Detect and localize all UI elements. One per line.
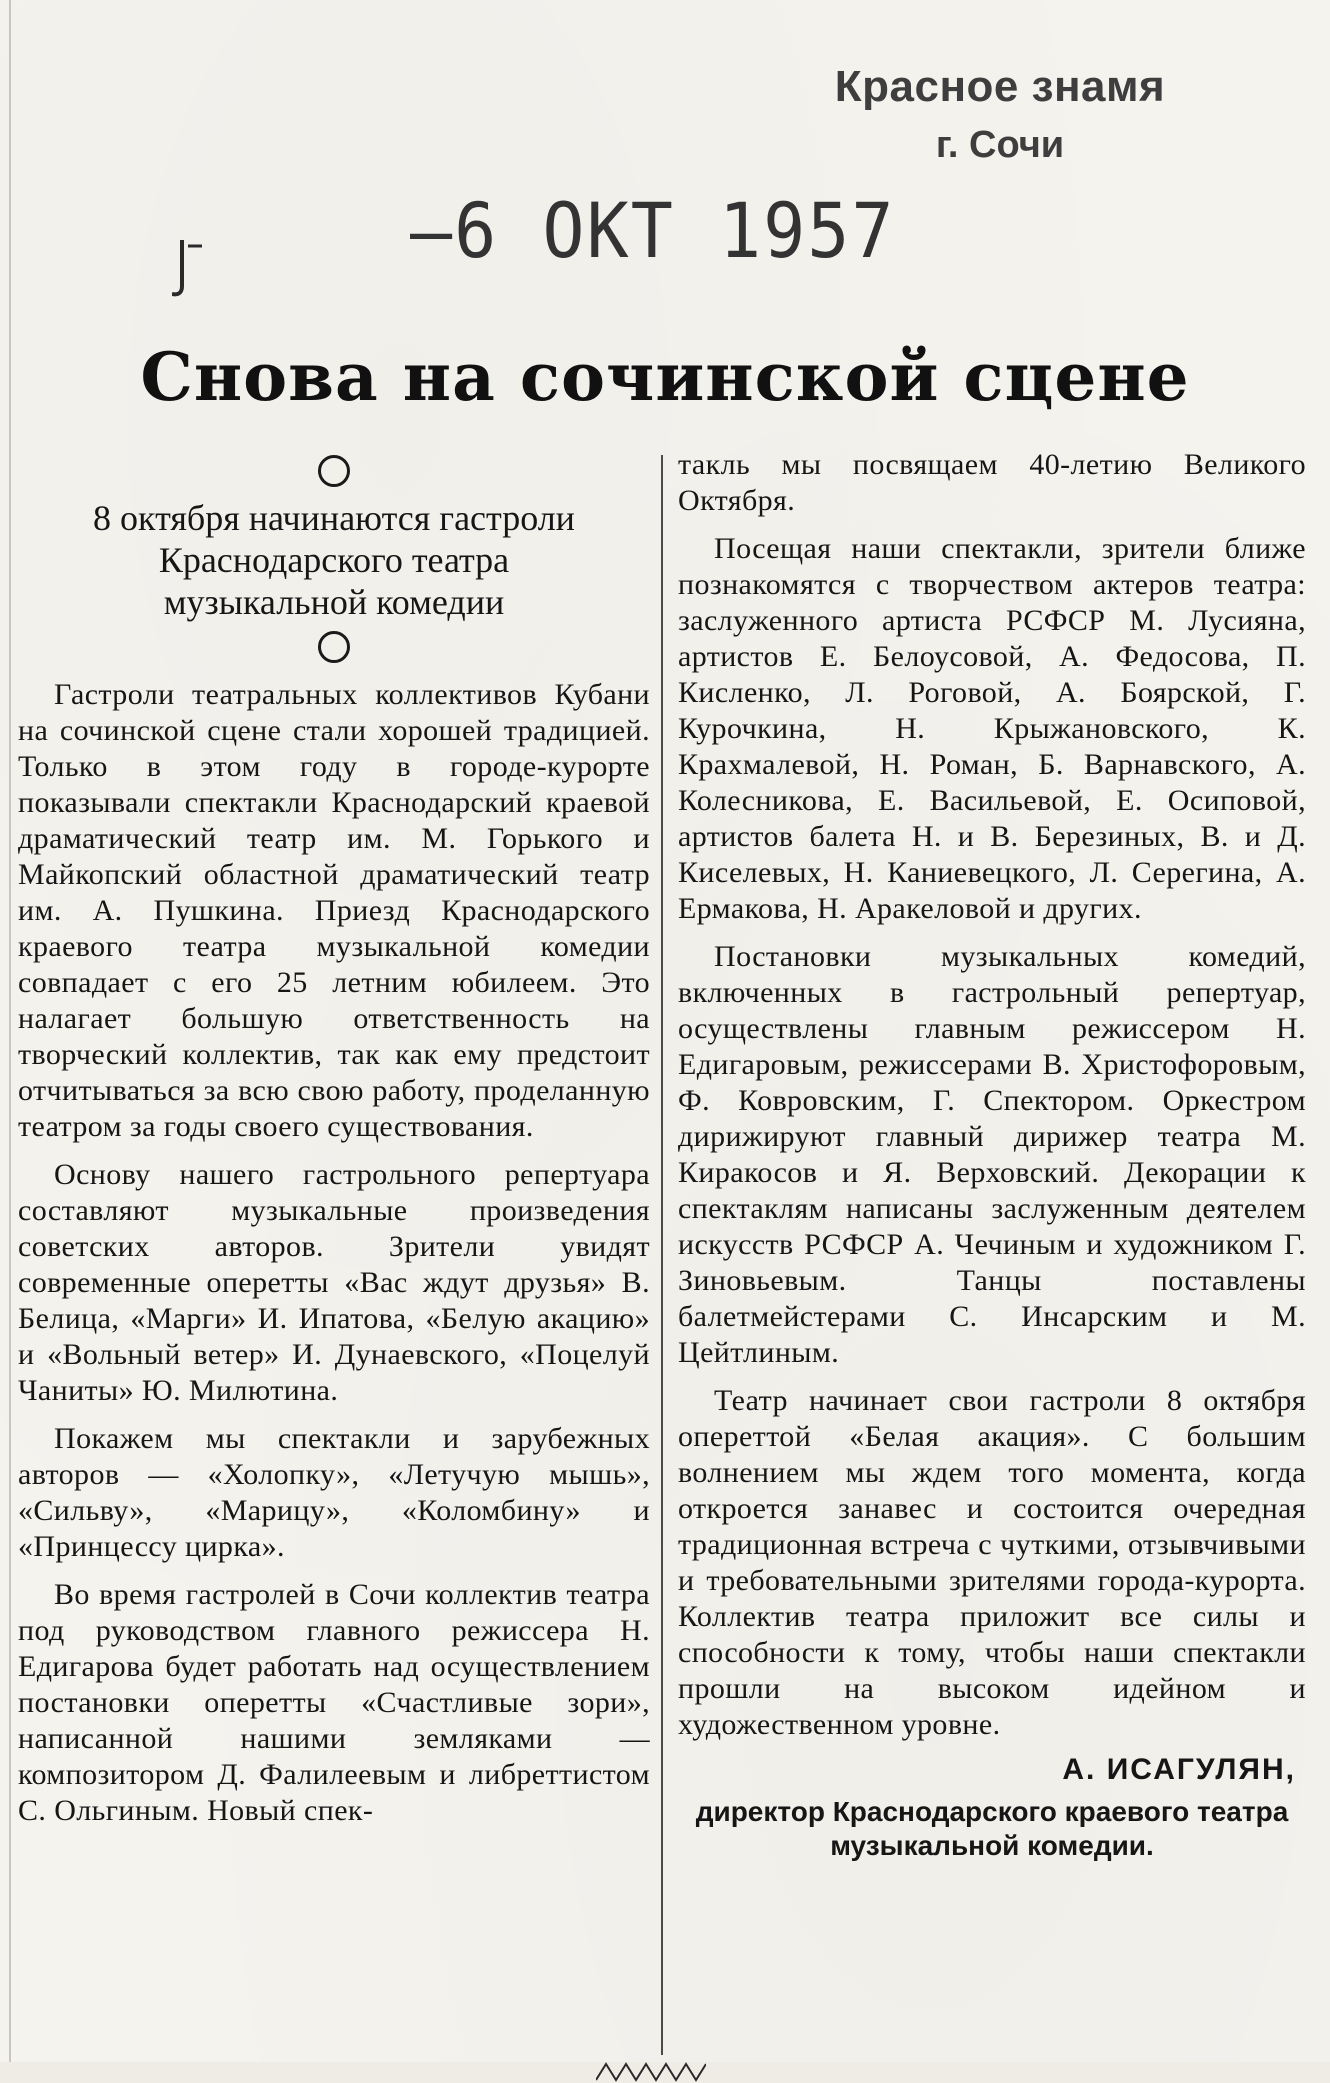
body-paragraph: Посещая наши спектакли, зрители ближе познакомятся с творчеством актеров театра: заслуженного артиста РСФСР М. Лусияна, артистов Е. Белоусовой, А. Федосова, П. Кисленко, Л. Роговой, А. Боярской, Г. Курочкина, Н. Крыжановского, К. Крахмалевой, Н. Роман, Б. Варнавского, А. Колесникова, Е. Васильевой, Е. Осиповой, артистов балета Н. и В. Березиных, В. и Д. Киселевых, Н. Каниевецкого, Л. Серегина, А. Ермакова, Н. Аракеловой и других. xyxy=(678,532,1306,925)
subhead-line: 8 октября начинаются гастроли xyxy=(93,498,575,538)
body-paragraph: Основу нашего гастрольного репертуара составляют музыкальные произведения советских авторов. Зрители увидят современные оперетты «Вас ждут друзья» В. Белица, «Марги» И. Ипатова, «Белую акацию» и «Вольный ветер» И. Дунаевского, «Поцелуй Чаниты» Ю. Милютина. xyxy=(18,1158,650,1407)
clipping-edge xyxy=(9,0,11,2083)
handwritten-mark-icon xyxy=(172,238,212,300)
left-column xyxy=(18,447,650,1829)
author-title: директор Краснодарского краевого театра музыкальной комедии. xyxy=(695,1796,1289,1861)
article-headline: Снова на сочинской сцене xyxy=(140,338,1190,416)
body-paragraph: Гастроли театральных коллективов Кубани на сочинской сцене стали хорошей традицией. Только в этом году в городе-курорте показывали спектакли Краснодарский краевой драматический театр им. М. Горького и Майкопский областной драматический театр им. А. Пушкина. Приезд Краснодарского краевого театра музыкальной комедии совпадает с его 25 летним юбилеем. Это налагает большую ответственность на творческий коллектив, так как ему предстоит отчитываться за всю свою работу, проделанную театром за годы своего существования. xyxy=(18,678,650,1143)
author-signature: А. ИСАГУЛЯН, xyxy=(1062,1753,1296,1786)
subhead-line: музыкальной комедии xyxy=(163,582,505,622)
article-subhead xyxy=(18,497,650,623)
body-paragraph: Постановки музыкальных комедий, включенных в гастрольный репертуар, осуществлены главным режиссером Н. Едигаровым, режиссерами В. Христофоровым, Ф. Ковровским, Г. Спектором. Оркестром дирижируют главный дирижер театра М. Киракосов и Я. Верховский. Декорации к спектаклям написаны заслуженным деятелем искусств РСФСР А. Чечиным и художником Г. Зиновьевым. Танцы поставлены балетмейстерами С. Инсарским и М. Цейтлиным. xyxy=(678,940,1306,1369)
city-stamp: г. Сочи xyxy=(935,124,1065,166)
subhead-line: Краснодарского театра xyxy=(158,540,510,580)
circle-ornament-icon xyxy=(318,631,350,663)
date-stamp: —6 ОКТ 1957 xyxy=(410,186,896,276)
right-column xyxy=(678,447,1306,1863)
zigzag-ornament-icon xyxy=(596,2060,706,2082)
body-paragraph: Во время гастролей в Сочи коллектив театра под руководством главного режиссера Н. Едигарова будет работать над осуществлением постановки оперетты «Счастливые зори», написанной нашими земляками — композитором Д. Фалилеевым и либреттистом С. Ольгиным. Новый спек- xyxy=(18,1578,650,1827)
circle-ornament-icon xyxy=(318,455,350,487)
body-paragraph: Покажем мы спектакли и зарубежных авторов — «Холопку», «Летучую мышь», «Сильву», «Марицу», «Коломбину» и «Принцессу цирка». xyxy=(18,1422,650,1563)
body-paragraph: Театр начинает свои гастроли 8 октября опереттой «Белая акация». С большим волнением мы ждем того момента, когда откроется занавес и состоится очередная традиционная встреча с чуткими, отзывчивыми и требовательными зрителями города-курорта. Коллектив театра приложит все силы и способности к тому, чтобы наши спектакли прошли на высоком идейном и художественном уровне. xyxy=(678,1384,1306,1741)
body-paragraph: такль мы посвящаем 40-летию Великого Октября. xyxy=(678,448,1306,517)
newspaper-name-stamp: Красное знамя xyxy=(834,62,1166,111)
column-divider xyxy=(661,455,663,2055)
